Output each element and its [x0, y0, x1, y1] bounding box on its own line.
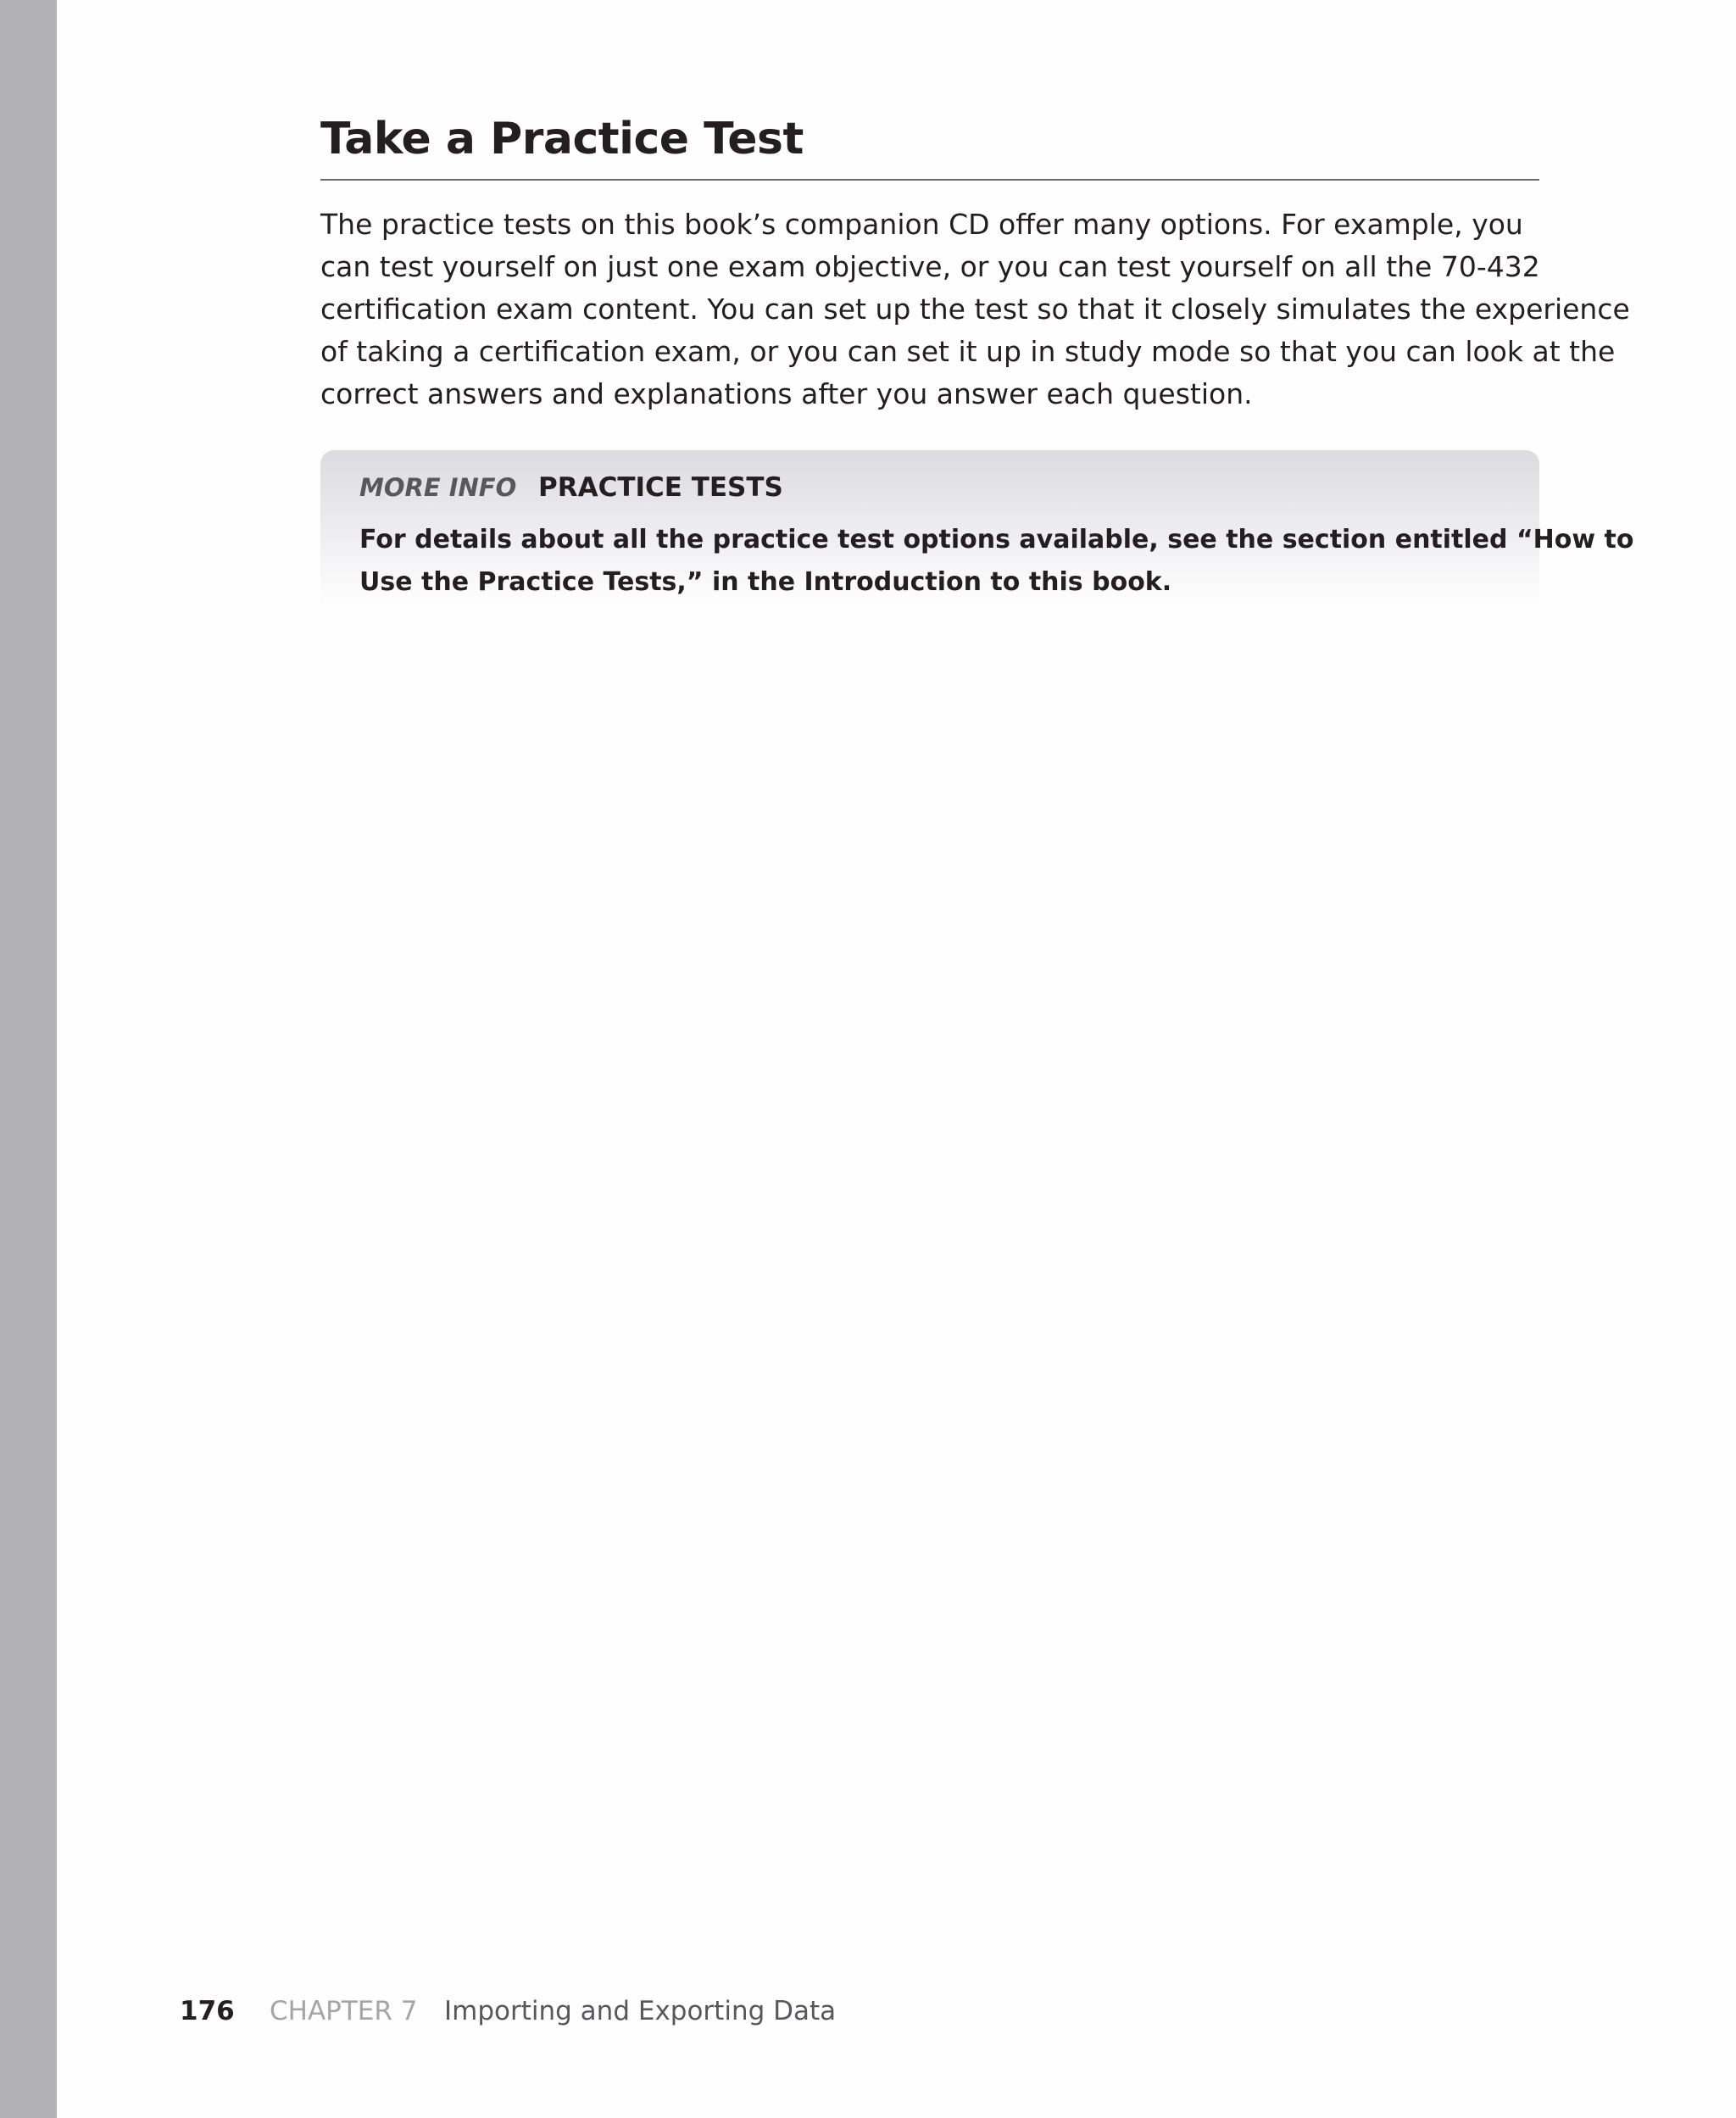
page-edge-bar [0, 0, 57, 2118]
more-info-line: Use the Practice Tests,” in the Introduction to this book. [359, 567, 1172, 597]
paragraph-line: The practice tests on this book’s companion CD offer many options. For example, you [320, 208, 1523, 241]
more-info-box [320, 450, 1634, 608]
more-info-line: For details about all the practice test options available, see the section entitled “How to [359, 525, 1634, 555]
more-info-label: MORE INFO [359, 473, 517, 502]
heading-divider [320, 179, 1539, 181]
paragraph-line: of taking a certification exam, or you can set it up in study mode so that you can look at the [320, 335, 1616, 368]
chapter-label: CHAPTER 7 [270, 1996, 418, 2026]
more-info-text [359, 519, 1634, 604]
paragraph-line: correct answers and explanations after you answer each question. [320, 377, 1253, 410]
chapter-title: Importing and Exporting Data [444, 1996, 837, 2026]
more-info-title: PRACTICE TESTS [538, 472, 783, 503]
body-paragraph [320, 203, 1630, 415]
page-number: 176 [180, 1996, 235, 2026]
section-heading: Take a Practice Test [320, 114, 804, 164]
paragraph-line: certification exam content. You can set up the test so that it closely simulates the experience [320, 293, 1630, 326]
paragraph-line: can test yourself on just one exam objective, or you can test yourself on all the 70-432 [320, 250, 1540, 283]
